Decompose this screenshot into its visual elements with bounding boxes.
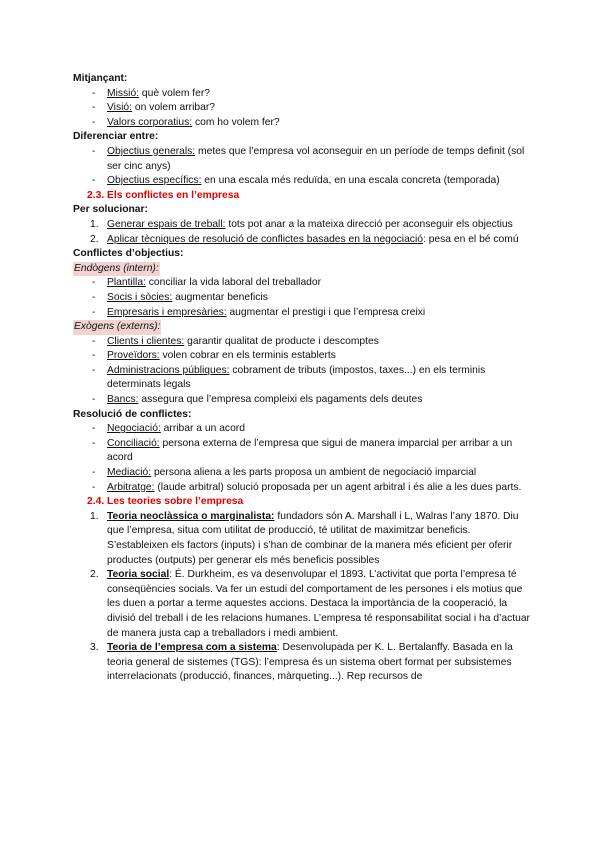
desc-clients: garantir qualitat de producte i descomptes xyxy=(184,335,379,347)
item-number: 1. xyxy=(90,510,99,522)
list-item-conciliacio xyxy=(73,437,533,466)
label-endogens: Endògens (intern): xyxy=(73,262,160,277)
desc-negociacio: arribar a un acord xyxy=(160,423,245,435)
desc-arbitratge: (laude arbitral) solució proposada per un agent arbitral i és alie a les dues parts. xyxy=(154,481,522,493)
numbered-item-teoria-sistema xyxy=(73,641,533,685)
term-bancs: Bancs: xyxy=(107,394,139,406)
desc-conciliacio: persona externa de l’empresa que sigui de manera imparcial per arribar a un acord xyxy=(107,437,513,464)
list-item-plantilla xyxy=(73,276,533,291)
desc-teoria-neoclassica: fundadors són A. Marshall i L, Walras l’any 1870. Diu que l’empresa, situa com utilitat de producció, té utilitat de maximitzar beneficis. S’estableixen els factors (inputs) i s’han de combinar de la manera més eficient per oferir productes (outputs) per generar els més beneficis possibles xyxy=(107,510,519,566)
desc-objectius-generals: metes que l’empresa vol aconseguir en un període de temps definit (sol ser cinc anys) xyxy=(107,145,525,172)
heading-per-solucionar: Per solucionar: xyxy=(73,204,148,216)
term-teoria-neoclassica: Teoria neoclàssica o marginalista: xyxy=(107,510,275,522)
desc-generar-espais: tots pot anar a la mateixa direcció per aconseguir els objectius xyxy=(225,218,513,230)
heading-conflictes-objectius: Conflictes d’objectius: xyxy=(73,248,184,260)
desc-mediacio: persona aliena a les parts proposa un ambient de negociació imparcial xyxy=(151,467,477,479)
item-number: 2. xyxy=(90,569,99,581)
desc-proveidors: volen cobrar en els terminis establerts xyxy=(159,350,336,362)
term-teoria-sistema: Teoria de l’empresa com a sistema xyxy=(107,642,277,654)
term-objectius-generals: Objectius generals: xyxy=(107,145,196,157)
section-title-conflictes: 2.3. Els conflictes en l’empresa xyxy=(87,189,240,201)
list-item-administracions xyxy=(73,364,533,393)
term-valors: Valors corporatius: xyxy=(107,116,193,128)
desc-empresaris: augmentar el prestigi i que l’empresa creixi xyxy=(226,306,426,318)
numbered-item-generar-espais xyxy=(73,218,533,233)
term-visio: Visió: xyxy=(107,102,132,114)
term-administracions: Administracions públiques: xyxy=(107,364,230,376)
term-proveidors: Proveïdors: xyxy=(107,350,160,362)
desc-valors: com ho volem fer? xyxy=(192,116,280,128)
list-item-mediacio xyxy=(73,466,533,481)
term-aplicar-tecniques: Aplicar tècniques de resolució de conflictes basades en la negociació xyxy=(107,233,423,245)
heading-resolucio: Resolució de conflictes: xyxy=(73,408,192,420)
desc-visio: on volem arribar? xyxy=(132,102,215,114)
list-item-arbitratge xyxy=(73,481,533,496)
term-objectius-especifics: Objectius específics: xyxy=(107,175,202,187)
numbered-item-teoria-neoclassica xyxy=(73,510,533,568)
list-item-proveidors xyxy=(73,349,533,364)
term-negociacio: Negociació: xyxy=(107,423,161,435)
list-item-objectius-especifics xyxy=(73,174,533,189)
list-item-visio xyxy=(73,101,533,116)
list-item-clients xyxy=(73,335,533,350)
numbered-item-teoria-social xyxy=(73,568,533,641)
desc-teoria-social: : É. Durkheim, es va desenvolupar el 1893. L’activitat que porta l’empresa té conseqüències socials. Va fer un estudi del comportament de les persones i els motius que les duen a portar a terme aquestes accions. Destaca la importància de la cooperació, la divisió del treball i de les relacions humanes. L’empresa té responsabilitat social i ha d’actuar de manera justa cap a treballadors i medi ambient. xyxy=(107,569,530,639)
heading-mitjancant: Mitjançant: xyxy=(73,73,128,84)
term-mediacio: Mediació: xyxy=(107,467,152,479)
numbered-item-aplicar-tecniques xyxy=(73,233,533,248)
term-arbitratge: Arbitratge: xyxy=(107,481,155,493)
desc-plantilla: conciliar la vida laboral del treballador xyxy=(145,277,322,289)
desc-bancs: assegura que l’empresa compleixi els pagaments dels deutes xyxy=(138,394,423,406)
list-item-missio xyxy=(73,87,533,102)
item-number: 1. xyxy=(90,218,99,230)
desc-aplicar-tecniques: : pesa en el bé comú xyxy=(422,233,519,245)
section-title-teories: 2.4. Les teories sobre l’empresa xyxy=(87,496,244,508)
desc-socis: augmentar beneficis xyxy=(172,291,268,303)
desc-teoria-sistema: : Desenvolupada per K. L. Bertalanffy. Basada en la teoria general de sistemes (TGS): l’empresa és un sistema obert format per subsistemes interrelacionats (producció, finances, màrqueting...). Rep recursos de xyxy=(107,642,513,683)
heading-diferenciar: Diferenciar entre: xyxy=(73,131,159,143)
list-item-valors xyxy=(73,116,533,131)
term-generar-espais: Generar espais de treball: xyxy=(107,218,226,230)
list-item-socis xyxy=(73,291,533,306)
term-empresaris: Empresaris i empresàries: xyxy=(107,306,227,318)
document-body xyxy=(73,72,533,685)
desc-missio: què volem fer? xyxy=(139,87,211,99)
item-number: 3. xyxy=(90,642,99,654)
term-missio: Missió: xyxy=(107,87,140,99)
term-clients: Clients i clientes: xyxy=(107,335,185,347)
list-item-bancs xyxy=(73,393,533,408)
label-exogens: Exògens (externs): xyxy=(73,320,161,335)
desc-objectius-especifics: en una escala més reduïda, en una escala concreta (temporada) xyxy=(201,175,500,187)
list-item-empresaris xyxy=(73,306,533,321)
item-number: 2. xyxy=(90,233,99,245)
list-item-objectius-generals xyxy=(73,145,533,174)
desc-administracions: cobrament de tributs (impostos, taxes...) en els terminis determinats legals xyxy=(107,364,486,391)
term-teoria-social: Teoria social xyxy=(107,569,170,581)
term-conciliacio: Conciliació: xyxy=(107,437,160,449)
term-plantilla: Plantilla: xyxy=(107,277,146,289)
term-socis: Socis i sòcies: xyxy=(107,291,173,303)
list-item-negociacio xyxy=(73,422,533,437)
